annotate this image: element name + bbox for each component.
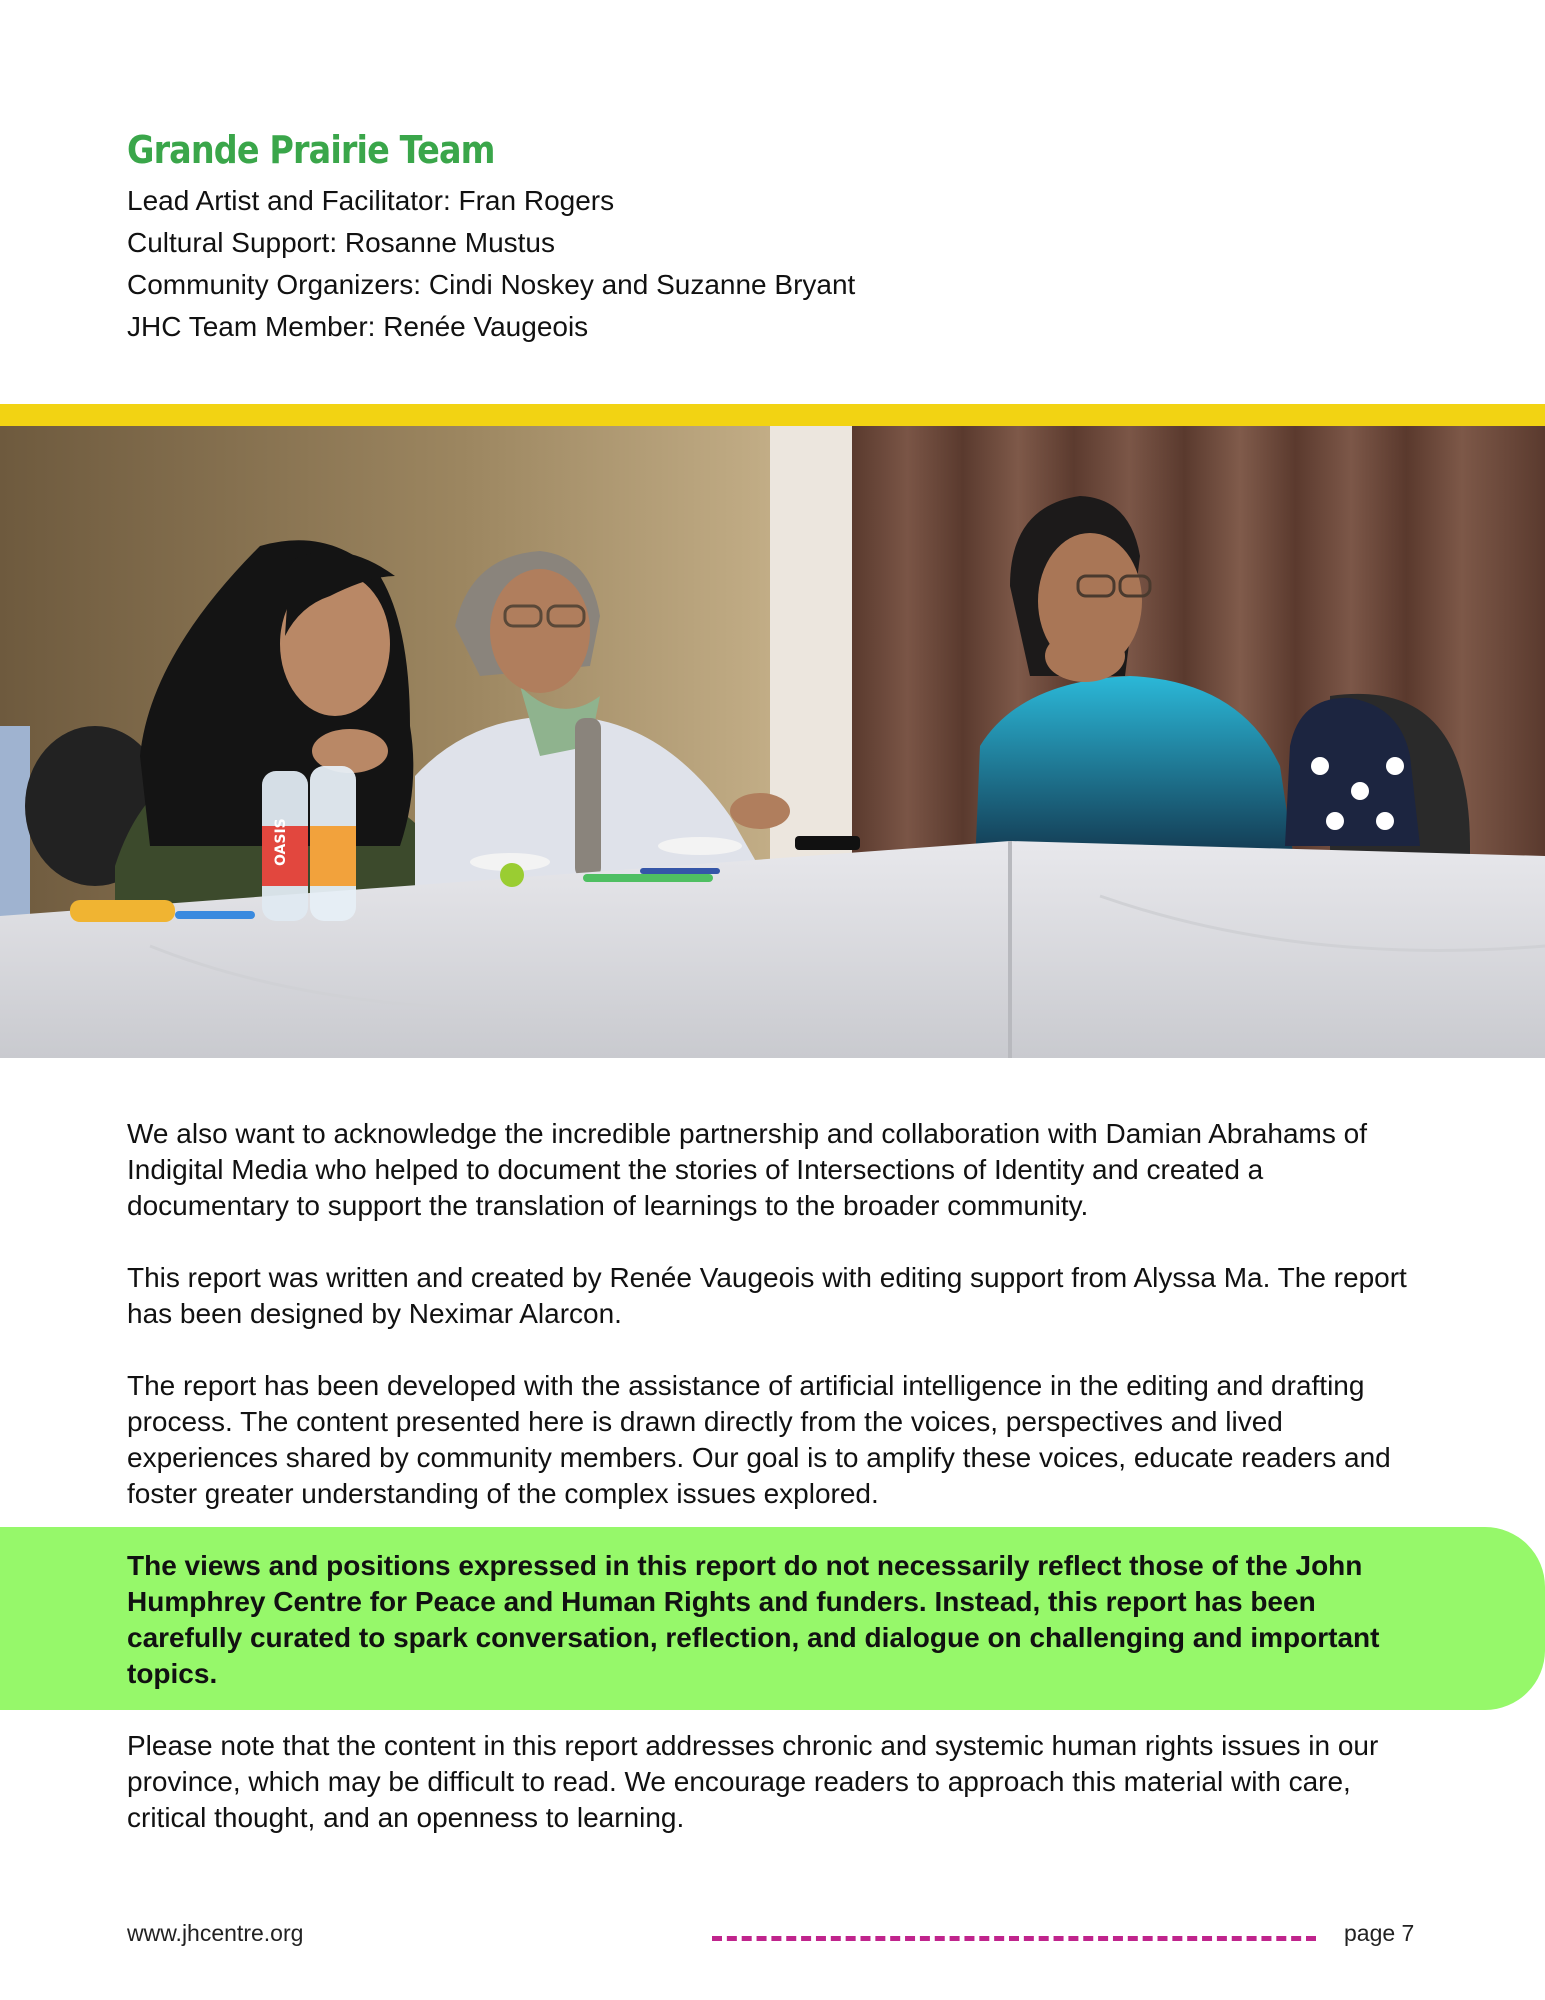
paragraph-acknowledgement: We also want to acknowledge the incredible partnership and collaboration with Damian Abrahams of Indigital Media who helped to document the stories of Intersections of Identity and created a documentary to support the translation of learnings to the broader community. [127, 1118, 1367, 1221]
team-member-lead-artist: Lead Artist and Facilitator: Fran Rogers [127, 185, 615, 216]
page-number: page 7 [1344, 1920, 1415, 1946]
workshop-photo [0, 426, 1545, 1058]
team-member-jhc: JHC Team Member: Renée Vaugeois [127, 311, 589, 342]
team-members-list [127, 180, 855, 348]
team-member-cultural-support: Cultural Support: Rosanne Mustus [127, 227, 555, 258]
paragraph-ai-assistance: The report has been developed with the assistance of artificial intelligence in the editing and drafting process. The content presented here is drawn directly from the voices, perspectives and lived experiences shared by community members. Our goal is to amplify these voices, educate readers and foster greater understanding of the complex issues explored. [127, 1370, 1391, 1509]
paragraph-authorship: This report was written and created by Renée Vaugeois with editing support from Alyssa Ma. The report has been designed by Neximar Alarcon. [127, 1262, 1407, 1329]
disclaimer-text: The views and positions expressed in this report do not necessarily reflect those of the John Humphrey Centre for Peace and Human Rights and funders. Instead, this report has been carefully curated to spark conversation, reflection, and dialogue on challenging and important topics. [127, 1550, 1380, 1689]
team-member-organizers: Community Organizers: Cindi Noskey and Suzanne Bryant [127, 269, 856, 300]
team-title: Grande Prairie Team [127, 128, 495, 172]
paragraph-content-note: Please note that the content in this report addresses chronic and systemic human rights issues in our province, which may be difficult to read. We encourage readers to approach this material with care, critical thought, and an openness to learning. [127, 1730, 1379, 1833]
footer-website-link[interactable]: www.jhcentre.org [127, 1920, 304, 1946]
footer-dashed-divider [712, 1936, 1316, 1941]
bottle-label: OASIS [273, 818, 289, 866]
yellow-divider-bar [0, 404, 1545, 426]
